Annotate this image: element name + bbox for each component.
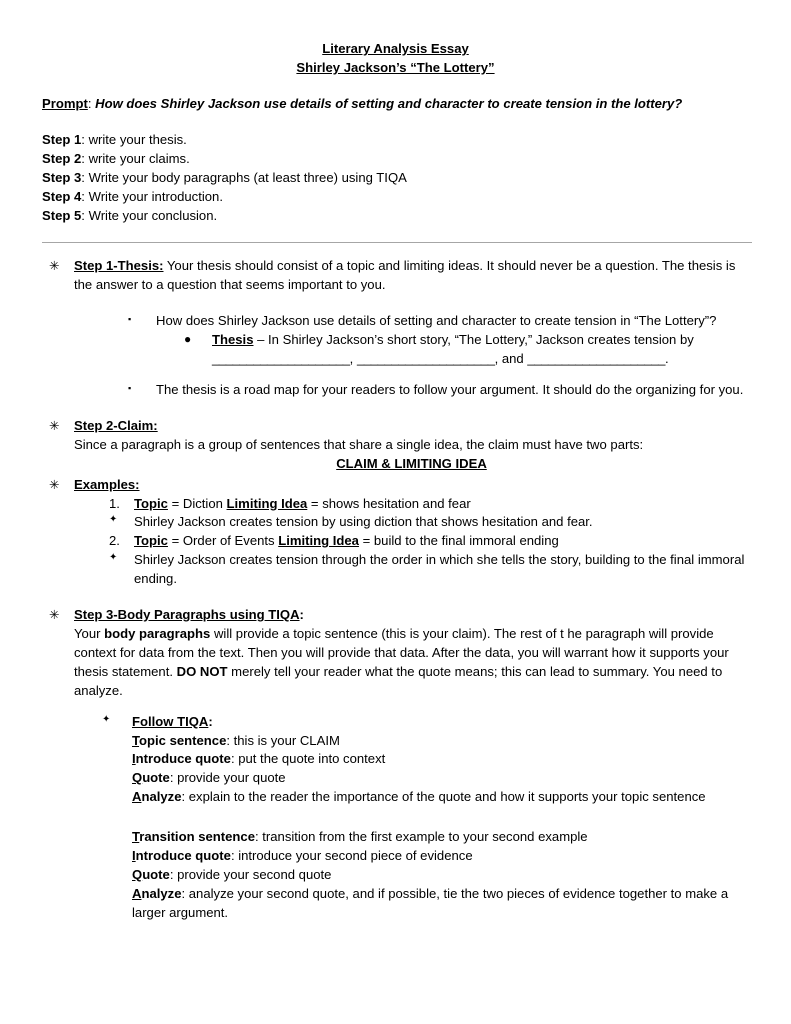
step1-roadmap-row xyxy=(128,381,749,400)
step2-body xyxy=(74,417,749,474)
tiqa2-line-quote xyxy=(132,866,749,885)
tiqa-rest-introduce-quote: ntroduce quote xyxy=(135,751,231,767)
step3-paragraph xyxy=(74,625,749,701)
asterisk-bullet-icon: ✳ xyxy=(49,477,60,492)
step2-section xyxy=(49,417,749,474)
claim-limiting-idea-heading: CLAIM & LIMITING IDEA xyxy=(336,455,487,471)
step1-roadmap: The thesis is a road map for your readers to follow your argument. It should do the organizing for you. xyxy=(156,382,744,398)
step2-text: Since a paragraph is a group of sentences that share a single idea, the claim must have two parts: xyxy=(74,436,644,452)
step2-heading-line xyxy=(74,417,749,436)
spacer xyxy=(132,807,749,828)
horizontal-divider xyxy=(42,242,752,243)
asterisk-bullet-icon: ✳ xyxy=(49,608,60,623)
step3-text-part1: Your xyxy=(74,625,105,641)
tiqa2-text-transition-sentence: : transition from the first example to your second example xyxy=(254,829,588,845)
tiqa2-text-quote: : provide your second quote xyxy=(169,866,332,882)
step3-text-part2: will provide a topic sentence (this is your claim). The rest of t he paragraph will provide context for data from the text. Then you will provide that data. After the data, you will warrant how it supports your thesis statement. xyxy=(74,625,729,679)
circle-bullet-icon: ● xyxy=(184,332,192,347)
tiqa-initial-i: I xyxy=(132,751,136,767)
step1-thesis-row xyxy=(184,331,749,369)
example-item-2 xyxy=(109,532,749,551)
asterisk-bullet-icon: ✳ xyxy=(49,259,60,274)
square-bullet-icon: ▪ xyxy=(128,314,132,325)
thesis-blank-sep-1: , xyxy=(349,351,357,367)
step2-heading: Step 2-Claim: xyxy=(74,417,158,433)
tiqa-line-quote xyxy=(132,769,749,788)
step-row-1 xyxy=(42,131,749,150)
thesis-text: – In Shirley Jackson’s short story, “The Lottery,” Jackson creates tension by xyxy=(253,332,694,348)
tiqa-rest-quote: uote xyxy=(142,770,170,786)
topic-label-1: Topic xyxy=(134,495,168,511)
step3-bold-body-paragraphs: body paragraphs xyxy=(104,625,211,641)
tiqa2-rest-quote: uote xyxy=(142,866,170,882)
example-content-2 xyxy=(134,532,749,551)
tiqa2-text-analyze: : analyze your second quote, and if possible, tie the two pieces of evidence together to make a larger argument. xyxy=(132,885,729,920)
step3-body xyxy=(74,606,749,923)
step3-heading-line xyxy=(74,606,749,625)
example-number-1: 1. xyxy=(109,495,120,511)
topic-label-2: Topic xyxy=(134,533,168,549)
prompt-text: How does Shirley Jackson use details of setting and character to create tension in the lottery? xyxy=(95,95,683,111)
step-text-1: : write your thesis. xyxy=(81,131,187,147)
step3-heading: Step 3-Body Paragraphs using TIQA xyxy=(74,607,300,623)
tiqa-line-analyze xyxy=(132,788,749,807)
example-sentence-2: Shirley Jackson creates tension through the order in which she tells the story, building to the final immoral ending. xyxy=(134,552,745,587)
topic-value-2: = Order of Events xyxy=(167,533,279,549)
step3-bold-do-not: DO NOT xyxy=(176,663,228,679)
step1-text: Your thesis should consist of a topic and limiting ideas. It should never be a question. The thesis is the answer to a question that seems important to you. xyxy=(74,258,736,293)
tiqa-text-quote: : provide your quote xyxy=(169,770,286,786)
step-text-2: : write your claims. xyxy=(81,150,190,166)
tiqa2-line-transition-sentence xyxy=(132,828,749,847)
tiqa-initial-a: A xyxy=(132,789,142,805)
tiqa2-initial-a: A xyxy=(132,885,142,901)
step-text-3: : Write your body paragraphs (at least three) using TIQA xyxy=(81,169,407,185)
example-item-1 xyxy=(109,495,749,514)
limiting-idea-value-2: = build to the final immoral ending xyxy=(358,533,559,549)
step-row-2 xyxy=(42,150,749,169)
tiqa2-line-analyze xyxy=(132,885,749,923)
title-line-1: Literary Analysis Essay xyxy=(322,41,469,56)
tiqa2-initial-i: I xyxy=(132,848,136,864)
example-content-1 xyxy=(134,495,749,514)
thesis-blank-3: ____________________ xyxy=(527,351,666,367)
tiqa2-initial-t: T xyxy=(132,829,140,845)
limiting-idea-value-1: = shows hesitation and fear xyxy=(307,495,471,511)
step3-text-part3: merely tell your reader what the quote means; this can lead to summary. You need to analyze. xyxy=(74,663,723,698)
tiqa-rest-analyze: nalyze xyxy=(141,789,182,805)
tiqa-text-analyze: : explain to the reader the importance of the quote and how it supports your topic sentence xyxy=(181,789,706,805)
tiqa2-line-introduce-quote xyxy=(132,847,749,866)
tiqa-initial-t: T xyxy=(132,732,140,748)
step1-section xyxy=(49,257,749,295)
step1-question-row xyxy=(128,312,749,331)
step-text-5: : Write your conclusion. xyxy=(81,207,218,223)
step-label-4: Step 4 xyxy=(42,188,82,204)
step1-body xyxy=(74,257,749,295)
example-number-2: 2. xyxy=(109,533,120,549)
step-label-1: Step 1 xyxy=(42,131,82,147)
spacer xyxy=(42,369,749,379)
thesis-blank-2: ____________________ xyxy=(356,351,495,367)
follow-tiqa-colon: : xyxy=(208,713,213,729)
tiqa-line-introduce-quote xyxy=(132,750,749,769)
steps-list xyxy=(42,131,749,226)
tiqa-text-topic-sentence: : this is your CLAIM xyxy=(226,732,340,748)
step1-heading: Step 1-Thesis: xyxy=(74,258,164,274)
prompt-separator: : xyxy=(87,95,96,111)
step-label-5: Step 5 xyxy=(42,207,82,223)
step1-question: How does Shirley Jackson use details of setting and character to create tension in “The Lottery”? xyxy=(156,313,717,329)
title-line-2: Shirley Jackson’s “The Lottery” xyxy=(296,59,495,75)
tiqa2-rest-transition-sentence: ransition sentence xyxy=(139,829,255,845)
tiqa2-rest-introduce-quote: ntroduce quote xyxy=(135,848,231,864)
example-sentence-row-1 xyxy=(109,513,749,532)
diamond-bullet-icon: ✦ xyxy=(102,713,111,725)
prompt-label: Prompt xyxy=(42,95,88,111)
example-sentence-1: Shirley Jackson creates tension by using diction that shows hesitation and fear. xyxy=(134,514,593,530)
follow-tiqa-body xyxy=(132,713,749,923)
thesis-blank-sep-2: , and xyxy=(494,351,528,367)
step-label-3: Step 3 xyxy=(42,169,82,185)
tiqa-initial-q: Q xyxy=(132,770,143,786)
square-bullet-icon: ▪ xyxy=(128,383,132,394)
follow-tiqa-section xyxy=(102,713,749,923)
tiqa-rest-topic-sentence: opic sentence xyxy=(139,732,227,748)
spacer xyxy=(42,400,749,415)
step1-thesis-body xyxy=(212,331,749,369)
step-row-3 xyxy=(42,169,749,188)
step-row-5 xyxy=(42,207,749,226)
tiqa2-initial-q: Q xyxy=(132,866,143,882)
examples-heading-line xyxy=(74,476,749,495)
thesis-blank-1: ____________________ xyxy=(212,351,350,367)
prompt-line xyxy=(42,95,749,114)
step-label-2: Step 2 xyxy=(42,150,82,166)
tiqa-text-introduce-quote: : put the quote into context xyxy=(230,751,386,767)
limiting-idea-label-1: Limiting Idea xyxy=(226,495,308,511)
thesis-blank-end: . xyxy=(665,351,669,367)
spacer xyxy=(42,295,749,310)
examples-body xyxy=(74,476,749,589)
follow-tiqa-heading-line xyxy=(132,713,749,732)
thesis-label: Thesis xyxy=(212,332,254,348)
step3-section xyxy=(49,606,749,923)
tiqa2-rest-analyze: nalyze xyxy=(141,885,182,901)
topic-value-1: = Diction xyxy=(167,495,227,511)
diamond-bullet-icon: ✦ xyxy=(109,552,118,564)
step-row-4 xyxy=(42,188,749,207)
examples-heading: Examples: xyxy=(74,476,140,492)
spacer xyxy=(42,589,749,604)
limiting-idea-label-2: Limiting Idea xyxy=(278,533,359,549)
step-text-4: : Write your introduction. xyxy=(81,188,223,204)
example-sentence-row-2 xyxy=(109,551,749,589)
follow-tiqa-heading: Follow TIQA xyxy=(132,713,209,729)
document-title-block xyxy=(42,40,749,78)
tiqa2-text-introduce-quote: : introduce your second piece of evidence xyxy=(230,848,473,864)
asterisk-bullet-icon: ✳ xyxy=(49,418,60,433)
step3-heading-colon: : xyxy=(299,607,304,623)
examples-section xyxy=(49,476,749,589)
tiqa-line-topic-sentence xyxy=(132,732,749,751)
diamond-bullet-icon: ✦ xyxy=(109,514,118,526)
